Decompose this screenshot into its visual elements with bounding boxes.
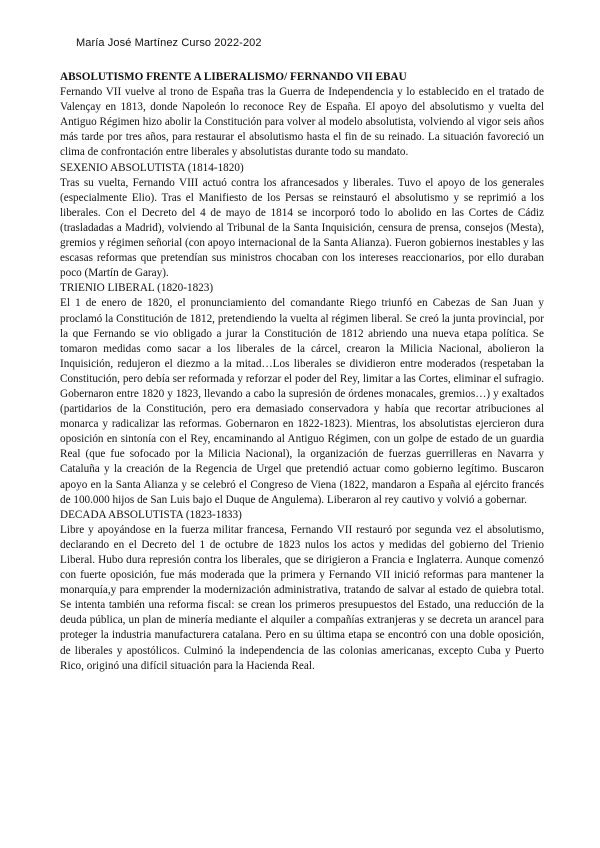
section-text-decada: Libre y apoyándose en la fuerza militar francesa, Fernando VII restauró por segunda vez el absolutismo, declarando en el Decreto del 1 de octubre de 1823 nulos los actos y medidas del gobierno del Trienio Liberal. Hubo dura represión contra los liberales, que se dirigieron a Francia e Inglaterra. Aunque comenzó con fuerte oposición, fue más moderada que la primera y Fernando VII inició reformas para mantener la monarquía,y para emprender la modernización administrativa, tratando de salvar al estado de quiebra total. Se intenta también una reforma fiscal: se crean los primeros presupuestos del Estado, una reducción de la deuda pública, un plan de minería mediante el alquiler a compañías extranjeras y se decreta un arancel para proteger la industria manufacturera catalana. Pero en su última etapa se encontró con una doble oposición, de liberales y apostólicos. Culminó la independencia de las colonias americanas, excepto Cuba y Puerto Rico, originó una difícil situación para la Hacienda Real. — [60, 523, 544, 672]
document-title: ABSOLUTISMO FRENTE A LIBERALISMO/ FERNANDO VII EBAU — [60, 71, 407, 83]
section-heading-sexenio: SEXENIO ABSOLUTISTA (1814-1820) — [60, 161, 244, 174]
document-body — [60, 70, 544, 674]
section-heading-trienio: TRIENIO LIBERAL (1820-1823) — [60, 282, 214, 295]
header-author-line: María José Martínez Curso 2022-202 — [76, 37, 262, 49]
section-heading-decada: DECADA ABSOLUTISTA (1823-1833) — [60, 508, 242, 521]
intro-paragraph: Fernando VII vuelve al trono de España tras la Guerra de Independencia y lo establecido en el tratado de Valençay en 1813, donde Napoleón lo reconoce Rey de España. El apoyo del absolutismo y vuelta del Antiguo Régimen hizo abolir la Constitución para volver al modelo absolutista, volviendo al vigor seis años más tarde por tres años, para restaurar el absolutismo hasta el fin de su reinado. La situación favoreció un clima de confrontación entre liberales y absolutistas durante todo su mandato. — [60, 86, 544, 159]
section-text-trienio: El 1 de enero de 1820, el pronunciamiento del comandante Riego triunfó en Cabezas de San Juan y proclamó la Constitución de 1812, pretendiendo la vuelta al régimen liberal. Se creó la junta provincial, por la que Fernando se vio obligado a jurar la Constitución de 1812 abriendo una nueva etapa política. Se tomaron medidas como sacar a los liberales de la cárcel, crearon la Milicia Nacional, abolieron la Inquisición, redujeron el diezmo a la mitad…Los liberales se dividieron entre moderados (respetaban la Constitución, pero debía ser reformada y reforzar el poder del Rey, limitar a las Cortes, eliminar el sufragio. Gobernaron entre 1820 y 1823, llevando a cabo la supresión de órdenes monacales, gremios…) y exaltados (partidarios de la Constitución, pero era demasiado conservadora y había que recortar atribuciones al monarca y radicalizar las reformas. Gobernaron en 1822-1823). Mientras, los absolutistas ejercieron dura oposición en sintonía con el Rey, encaminando al Antiguo Régimen, con un golpe de estado de un guardia Real (que fue sofocado por la Milicia Nacional), la organización de fuerzas guerrilleras en Navarra y Cataluña y la creación de la Regencia de Urgel que pretendió actuar como gobierno legítimo. Buscaron apoyo en la Santa Alianza y se celebró el Congreso de Viena (1822, mandaron a España al ejército francés de 100.000 hijos de San Luis bajo el Duque de Angulema). Liberaron al rey cautivo y volvió a gobernar. — [60, 297, 544, 506]
section-text-sexenio: Tras su vuelta, Fernando VIII actuó contra los afrancesados y liberales. Tuvo el apoyo de los generales (especialmente Elio). Tras el Manifiesto de los Persas se reinstauró el absolutismo y se reprimió a los liberales. Con el Decreto del 4 de mayo de 1814 se incorporó todo lo abolido en las Cortes de Cádiz (trasladadas a Madrid), volviendo al Tribunal de la Santa Inquisición, censura de prensa, consejos (Mesta), gremios y régimen señorial (con apoyo internacional de la Santa Alianza). Fueron gobiernos inestables y las escasas reformas que pretendían sus ministros chocaban con los intereses reaccionarios, por ello duraban poco (Martín de Garay). — [60, 176, 544, 280]
